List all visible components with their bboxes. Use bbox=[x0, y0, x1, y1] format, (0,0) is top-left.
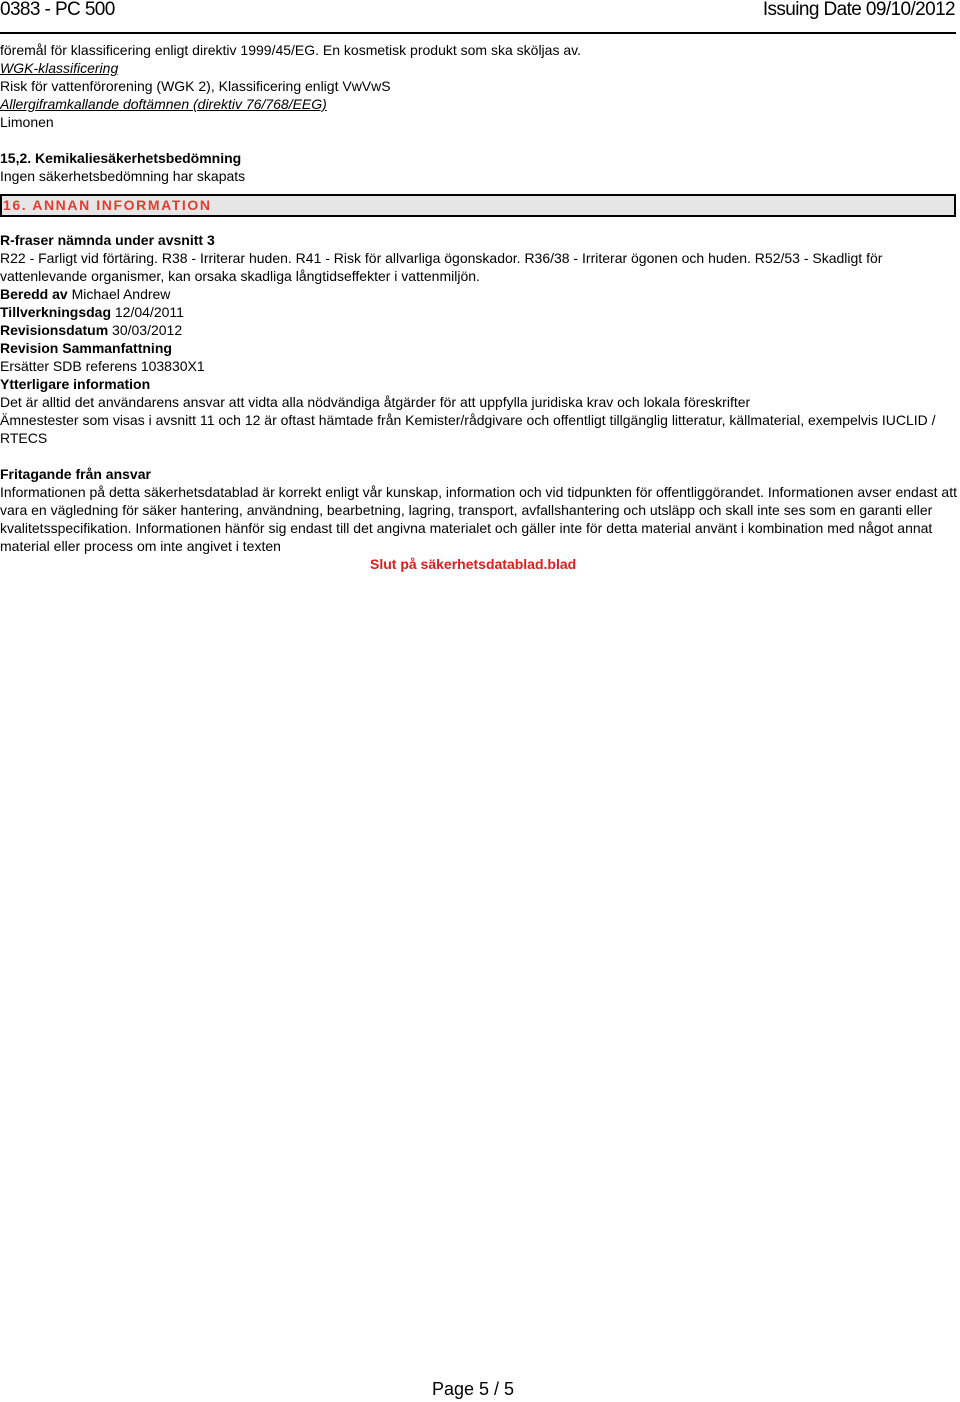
more-info-heading: Ytterligare information bbox=[0, 376, 151, 392]
section-16-title: 16. ANNAN INFORMATION bbox=[3, 197, 212, 213]
more-info-text-1: Det är alltid det användarens ansvar att vidta alla nödvändiga åtgärder för att uppfylla juridiska krav och lokala föreskrifter bbox=[0, 394, 751, 410]
prepared-by-label: Beredd av bbox=[0, 286, 68, 302]
wgk-text: Risk för vattenförorening (WGK 2), Klassificering enligt VwVwS bbox=[0, 78, 391, 94]
page-number: Page 5 / 5 bbox=[431, 1379, 515, 1399]
issuing-date: Issuing Date 09/10/2012 bbox=[762, 0, 955, 20]
classification-text: föremål för klassificering enligt direktiv 1999/45/EG. En kosmetisk produkt som ska sköljas av. bbox=[0, 42, 581, 58]
subsection-15-2-text: Ingen säkerhetsbedömning har skapats bbox=[0, 168, 246, 184]
prepared-by bbox=[0, 285, 958, 303]
manufacture-date bbox=[0, 303, 958, 321]
spacer bbox=[0, 447, 958, 465]
rphrases-text: R22 - Farligt vid förtäring. R38 - Irriterar huden. R41 - Risk för allvarliga ögonskador. R36/38 - Irriterar ögonen och huden. R52/53 - Skadligt för vattenlevande organismer, kan orsaka skadliga långtidseffekter i vattenmiljön. bbox=[0, 250, 883, 284]
disclaimer-text: Informationen på detta säkerhetsdatablad är korrekt enligt vår kunskap, information och vid tidpunkten för offentliggörandet. Informationen avser endast att vara en vägledning för säker hantering, användning, bearbetning, lagring, transport, avfallshantering och utsläpp och skall inte ses som en garanti eller kvalitetsspecifikation. Informationen hänför sig endast till det angivna materialet och gäller inte för detta material använt i kombination med något annat material eller process om inte angivet i texten bbox=[0, 484, 957, 554]
revision-date bbox=[0, 321, 958, 339]
rphrases-heading: R-fraser nämnda under avsnitt 3 bbox=[0, 232, 215, 248]
allergen-text: Limonen bbox=[0, 114, 54, 130]
document-body bbox=[0, 41, 958, 573]
revision-summary-heading: Revision Sammanfattning bbox=[0, 340, 172, 356]
end-of-sds: Slut på säkerhetsdatablad.blad bbox=[370, 556, 577, 572]
more-info-text-2: Ämnestester som visas i avsnitt 11 och 12 är oftast hämtade från Kemister/rådgivare och offentligt tillgänglig litteratur, källmaterial, exempelvis IUCLID / RTECS bbox=[0, 412, 936, 446]
manufacture-date-label: Tillverkningsdag bbox=[0, 304, 111, 320]
disclaimer-heading: Fritagande från ansvar bbox=[0, 466, 151, 482]
manufacture-date-value: 12/04/2011 bbox=[114, 304, 184, 320]
revision-date-value: 30/03/2012 bbox=[112, 322, 183, 338]
page-header bbox=[0, 0, 960, 32]
revision-summary-text: Ersätter SDB referens 103830X1 bbox=[0, 358, 205, 374]
spacer bbox=[0, 131, 958, 149]
revision-date-label: Revisionsdatum bbox=[0, 322, 109, 338]
subsection-15-2-heading: 15,2. Kemikaliesäkerhetsbedömning bbox=[0, 150, 242, 166]
header-divider bbox=[0, 32, 956, 34]
wgk-heading: WGK-klassificering bbox=[0, 60, 119, 76]
prepared-by-value: Michael Andrew bbox=[71, 286, 171, 302]
allergen-heading: Allergiframkallande doftämnen (direktiv 76/768/EEG) bbox=[0, 96, 327, 112]
product-code: 0383 - PC 500 bbox=[0, 0, 115, 20]
section-16-header bbox=[0, 194, 956, 217]
